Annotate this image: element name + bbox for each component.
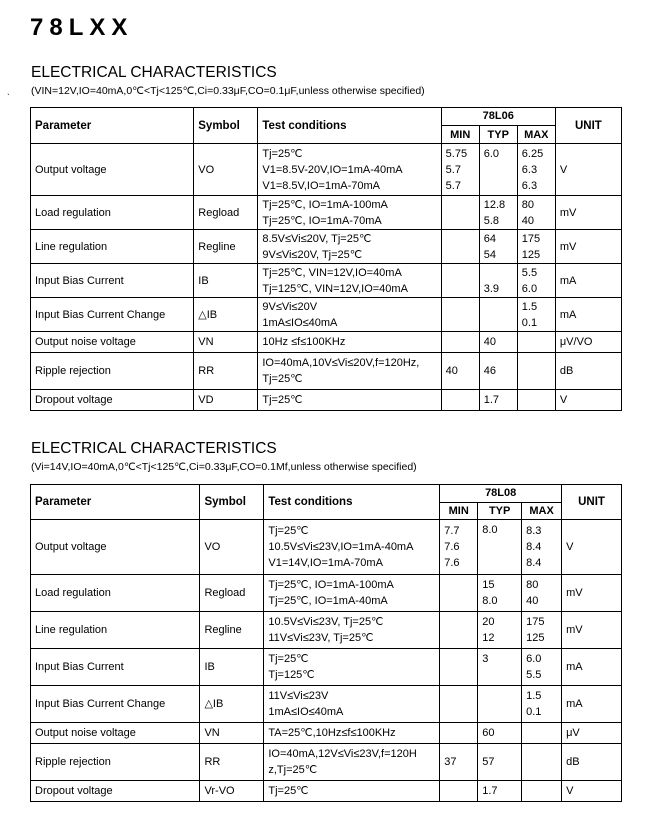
spec-table-78l06 — [30, 107, 622, 411]
unit-cell: μV — [562, 723, 622, 744]
min-cell — [441, 230, 479, 264]
symbol-cell: RR — [194, 353, 258, 390]
unit-cell: mV — [555, 196, 621, 230]
test-cell: 8.5V≤Vi≤20V, Tj=25℃ 9V≤Vi≤20V, Tj=25℃ — [258, 230, 441, 264]
table-row — [31, 612, 622, 649]
symbol-cell: △IB — [194, 298, 258, 332]
param-cell: Input Bias Current — [31, 649, 200, 686]
min-cell — [441, 264, 479, 298]
max-cell — [517, 353, 555, 390]
table-row — [31, 353, 622, 390]
test-cell: Tj=25℃ — [258, 390, 441, 411]
typ-cell — [478, 686, 522, 723]
param-cell: Ripple rejection — [31, 353, 194, 390]
max-cell: 8.3 8.4 8.4 — [522, 520, 562, 575]
test-cell: Tj=25℃, VIN=12V,IO=40mA Tj=125℃, VIN=12V,IO=40mA — [258, 264, 441, 298]
table-row — [31, 264, 622, 298]
table-row — [31, 723, 622, 744]
table-row — [31, 230, 622, 264]
section-1-title: ELECTRICAL CHARACTERISTICS — [31, 64, 277, 81]
unit-cell: dB — [562, 744, 622, 781]
min-cell — [441, 390, 479, 411]
table-row — [31, 649, 622, 686]
min-cell — [441, 298, 479, 332]
crosshair-icon: ˎ — [7, 85, 10, 95]
test-cell: IO=40mA,10V≤Vi≤20V,f=120Hz, Tj=25℃ — [258, 353, 441, 390]
max-cell: 175 125 — [522, 612, 562, 649]
test-cell: 10.5V≤Vi≤23V, Tj=25℃ 11V≤Vi≤23V, Tj=25℃ — [264, 612, 440, 649]
header-parameter: Parameter — [31, 108, 194, 144]
max-cell: 175 125 — [517, 230, 555, 264]
max-cell: 6.0 5.5 — [522, 649, 562, 686]
typ-cell: 57 — [478, 744, 522, 781]
section-2-title: ELECTRICAL CHARACTERISTICS — [31, 440, 277, 457]
symbol-cell: Regline — [194, 230, 258, 264]
symbol-cell: Regload — [194, 196, 258, 230]
param-cell: Output noise voltage — [31, 723, 200, 744]
table-row — [31, 144, 622, 196]
spec-table-78l08 — [30, 484, 622, 802]
typ-cell: 46 — [479, 353, 517, 390]
spec-table-78l06-body — [31, 108, 622, 411]
typ-cell: 20 12 — [478, 612, 522, 649]
test-cell: Tj=25℃ Tj=125℃ — [264, 649, 440, 686]
unit-cell: mV — [562, 612, 622, 649]
section-2-subtitle: (Vi=14V,IO=40mA,0℃<Tj<125℃,Ci=0.33μF,CO=0.1Mf,unless otherwise specified) — [31, 461, 417, 473]
test-cell: Tj=25℃ — [264, 781, 440, 802]
table-row — [31, 332, 622, 353]
section-1-subtitle — [7, 85, 425, 97]
unit-cell: mA — [555, 264, 621, 298]
min-cell — [440, 575, 478, 612]
max-cell: 5.5 6.0 — [517, 264, 555, 298]
min-cell — [440, 612, 478, 649]
header-typ: TYP — [479, 126, 517, 144]
unit-cell: mA — [562, 649, 622, 686]
max-cell — [522, 723, 562, 744]
section-1-subtitle-text: (VIN=12V,IO=40mA,0℃<Tj<125℃,Ci=0.33μF,CO=0.1μF,unless otherwise specified) — [31, 85, 425, 97]
max-cell — [522, 781, 562, 802]
test-cell: Tj=25℃ V1=8.5V-20V,IO=1mA-40mA V1=8.5V,IO=1mA-70mA — [258, 144, 441, 196]
min-cell — [440, 723, 478, 744]
symbol-cell: IB — [194, 264, 258, 298]
typ-cell: 12.8 5.8 — [479, 196, 517, 230]
header-device-group: 78L08 — [440, 485, 562, 503]
unit-cell: mV — [555, 230, 621, 264]
typ-cell: 1.7 — [479, 390, 517, 411]
symbol-cell: VO — [200, 520, 264, 575]
min-cell: 37 — [440, 744, 478, 781]
typ-cell: 8.0 — [478, 520, 522, 575]
test-cell: 9V≤Vi≤20V 1mA≤IO≤40mA — [258, 298, 441, 332]
param-cell: Output noise voltage — [31, 332, 194, 353]
symbol-cell: Vr-VO — [200, 781, 264, 802]
table-row — [31, 196, 622, 230]
table-row — [31, 781, 622, 802]
symbol-cell: Regline — [200, 612, 264, 649]
typ-cell: 1.7 — [478, 781, 522, 802]
param-cell: Output voltage — [31, 144, 194, 196]
test-cell: 11V≤Vi≤23V 1mA≤IO≤40mA — [264, 686, 440, 723]
unit-cell: V — [562, 520, 622, 575]
header-test-conditions: Test conditions — [264, 485, 440, 520]
typ-cell: 40 — [479, 332, 517, 353]
unit-cell: V — [555, 144, 621, 196]
min-cell — [441, 332, 479, 353]
typ-cell: 60 — [478, 723, 522, 744]
max-cell: 80 40 — [517, 196, 555, 230]
header-max: MAX — [522, 503, 562, 520]
max-cell — [517, 390, 555, 411]
min-cell — [440, 649, 478, 686]
typ-cell: 3.9 — [479, 264, 517, 298]
symbol-cell: IB — [200, 649, 264, 686]
param-cell: Line regulation — [31, 612, 200, 649]
min-cell — [440, 781, 478, 802]
header-min: MIN — [441, 126, 479, 144]
unit-cell: mA — [555, 298, 621, 332]
header-device-group: 78L06 — [441, 108, 555, 126]
param-cell: Load regulation — [31, 575, 200, 612]
test-cell: TA=25℃,10Hz≤f≤100KHz — [264, 723, 440, 744]
max-cell — [522, 744, 562, 781]
header-symbol: Symbol — [200, 485, 264, 520]
symbol-cell: VD — [194, 390, 258, 411]
test-cell: 10Hz ≤f≤100KHz — [258, 332, 441, 353]
min-cell: 5.75 5.7 5.7 — [441, 144, 479, 196]
table-row — [31, 520, 622, 575]
unit-cell: mA — [562, 686, 622, 723]
header-typ: TYP — [478, 503, 522, 520]
test-cell: Tj=25℃, IO=1mA-100mA Tj=25℃, IO=1mA-40mA — [264, 575, 440, 612]
param-cell: Load regulation — [31, 196, 194, 230]
param-cell: Line regulation — [31, 230, 194, 264]
param-cell: Dropout voltage — [31, 781, 200, 802]
header-symbol: Symbol — [194, 108, 258, 144]
spec-table-78l08-body — [31, 485, 622, 802]
max-cell — [517, 332, 555, 353]
param-cell: Input Bias Current Change — [31, 298, 194, 332]
symbol-cell: VO — [194, 144, 258, 196]
header-unit: UNIT — [562, 485, 622, 520]
param-cell: Dropout voltage — [31, 390, 194, 411]
symbol-cell: Regload — [200, 575, 264, 612]
table-row — [31, 686, 622, 723]
header-max: MAX — [517, 126, 555, 144]
page-title: 78LXX — [30, 14, 134, 41]
param-cell: Output voltage — [31, 520, 200, 575]
min-cell — [440, 686, 478, 723]
max-cell: 80 40 — [522, 575, 562, 612]
typ-cell: 15 8.0 — [478, 575, 522, 612]
symbol-cell: VN — [200, 723, 264, 744]
test-cell: IO=40mA,12V≤Vi≤23V,f=120H z,Tj=25℃ — [264, 744, 440, 781]
param-cell: Ripple rejection — [31, 744, 200, 781]
table-row — [31, 298, 622, 332]
header-parameter: Parameter — [31, 485, 200, 520]
typ-cell — [479, 298, 517, 332]
header-unit: UNIT — [555, 108, 621, 144]
unit-cell: V — [562, 781, 622, 802]
header-test-conditions: Test conditions — [258, 108, 441, 144]
unit-cell: mV — [562, 575, 622, 612]
symbol-cell: VN — [194, 332, 258, 353]
min-cell — [441, 196, 479, 230]
unit-cell: dB — [555, 353, 621, 390]
table-row — [31, 390, 622, 411]
test-cell: Tj=25℃ 10.5V≤Vi≤23V,IO=1mA-40mA V1=14V,IO=1mA-70mA — [264, 520, 440, 575]
max-cell: 6.25 6.3 6.3 — [517, 144, 555, 196]
symbol-cell: RR — [200, 744, 264, 781]
param-cell: Input Bias Current — [31, 264, 194, 298]
min-cell: 7.7 7.6 7.6 — [440, 520, 478, 575]
max-cell: 1.5 0.1 — [522, 686, 562, 723]
header-min: MIN — [440, 503, 478, 520]
test-cell: Tj=25℃, IO=1mA-100mA Tj=25℃, IO=1mA-70mA — [258, 196, 441, 230]
max-cell: 1.5 0.1 — [517, 298, 555, 332]
min-cell: 40 — [441, 353, 479, 390]
unit-cell: μV/VO — [555, 332, 621, 353]
typ-cell: 6.0 — [479, 144, 517, 196]
symbol-cell: △IB — [200, 686, 264, 723]
unit-cell: V — [555, 390, 621, 411]
typ-cell: 64 54 — [479, 230, 517, 264]
table-row — [31, 744, 622, 781]
table-row — [31, 575, 622, 612]
param-cell: Input Bias Current Change — [31, 686, 200, 723]
typ-cell: 3 — [478, 649, 522, 686]
